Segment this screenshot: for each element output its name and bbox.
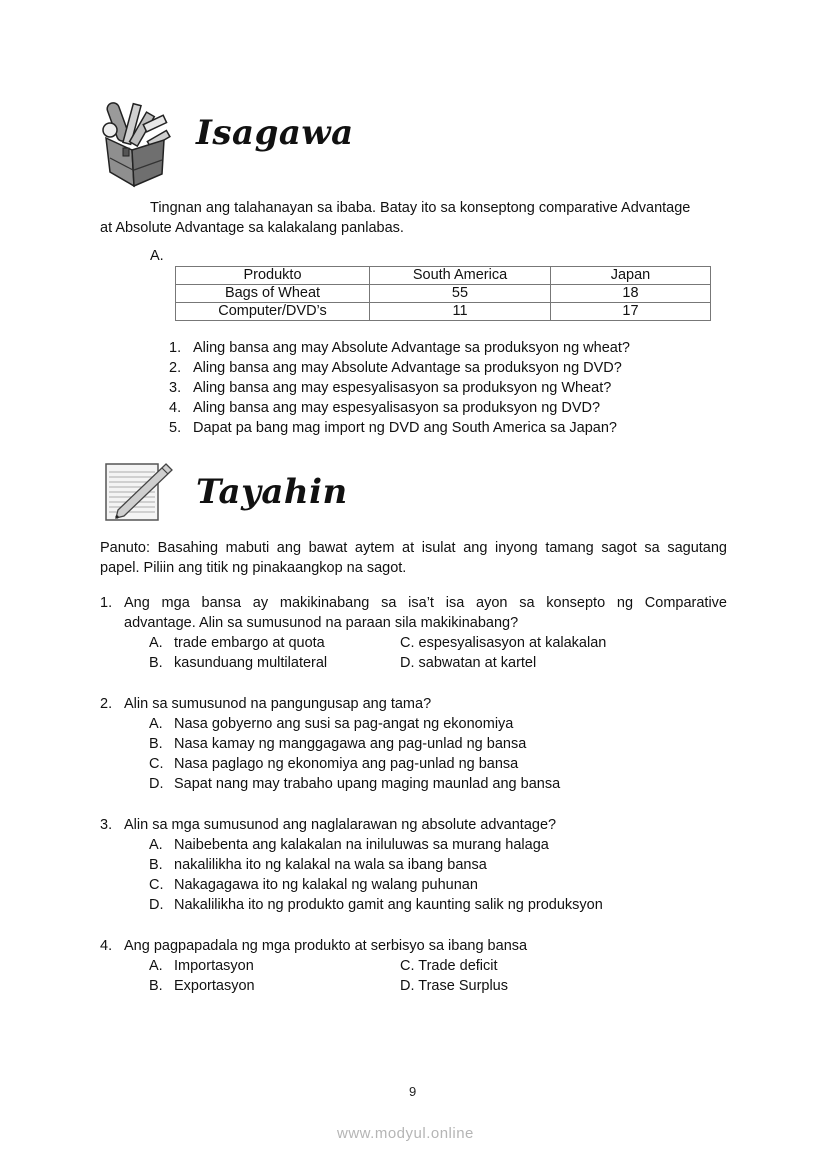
choice-text: kasunduang multilateral [174,655,328,671]
quiz-question-line1: Alin sa mga sumusunod ang naglalarawan ng absolute advantage? [124,817,557,833]
choice-letter: C. [149,877,164,893]
question-item [169,358,630,378]
choice-text: Naibebenta ang kalakalan na iniluluwas sa murang halaga [174,837,549,853]
choice-d[interactable] [400,976,508,996]
choice-text: Nasa gobyerno ang susi sa pag-angat ng ekonomiya [174,716,514,732]
pencil-paper-icon [104,460,176,522]
quiz-question-line2: advantage. Alin sa sumusunod na paraan sila makikinabang? [124,615,519,631]
quiz-item-number: 1. [100,595,113,611]
header-produkto: Produkto [176,267,370,285]
choice-letter: B. [149,978,163,994]
choice-a[interactable] [149,956,254,976]
question-item [169,338,630,358]
choice-a[interactable] [100,835,603,855]
header-japan: Japan [551,267,711,285]
choice-letter: A. [149,635,163,651]
quiz-item-2 [100,694,560,794]
question-item [169,398,630,418]
question-text: Aling bansa ang may Absolute Advantage sa produksyon ng DVD? [193,360,622,376]
instructions-line1: Panuto: Basahing mabuti ang bawat aytem at isulat ang inyong tamang sagot sa sagutang [100,540,727,556]
choice-text: Nasa kamay ng manggagawa ang pag-unlad ng bansa [174,736,527,752]
question-number: 3. [169,380,182,396]
quiz-question-line1: Ang mga bansa ay makikinabang sa isa’t isa ayon sa konsepto ng Comparative [124,595,727,611]
isagawa-intro-line2: at Absolute Advantage sa kalakalang panlabas. [100,220,404,236]
choice-b[interactable] [100,734,560,754]
choice-letter: B. [149,655,163,671]
quiz-item-number: 2. [100,696,113,712]
choice-d[interactable] [100,895,603,915]
choice-letter: C. [400,958,415,974]
table-row [176,303,711,321]
choice-b[interactable] [149,653,327,673]
question-item [169,418,630,438]
choice-letter: C. [149,756,164,772]
choice-c[interactable] [100,875,603,895]
table-label: A. [150,248,164,264]
choice-a[interactable] [149,633,325,653]
header-south-america: South America [370,267,551,285]
choice-letter: D. [149,897,164,913]
choice-text: nakalilikha ito ng kalakal na wala sa ibang bansa [174,857,487,873]
choice-letter: B. [149,857,163,873]
quiz-item-3 [100,815,603,915]
question-text: Aling bansa ang may Absolute Advantage sa produksyon ng wheat? [193,340,630,356]
choice-letter: B. [149,736,163,752]
quiz-question [100,593,727,613]
cell-south-america: 55 [370,285,551,303]
choice-letter: A. [149,716,163,732]
choice-letter: D. [400,655,415,671]
choice-letter: D. [400,978,415,994]
choice-b[interactable] [100,855,603,875]
cell-product: Computer/DVD’s [176,303,370,321]
question-number: 5. [169,420,182,436]
table-header-row [176,267,711,285]
choice-letter: A. [149,958,163,974]
choice-text: espesyalisasyon at kalakalan [418,635,607,651]
isagawa-intro-line1: Tingnan ang talahanayan sa ibaba. Batay ito sa konseptong comparative Advantage [150,200,691,216]
isagawa-question-list [169,338,630,438]
choice-text: Nakagagawa ito ng kalakal ng walang puhunan [174,877,478,893]
choice-text: Trase Surplus [418,978,508,994]
instructions-line2: papel. Piliin ang titik ng pinakaangkop na sagot. [100,560,407,576]
choice-d[interactable] [100,774,560,794]
quiz-item-1 [100,593,727,673]
tayahin-title: Tayahin [196,472,348,512]
quiz-item-4 [100,936,727,996]
comparative-advantage-table [175,266,711,321]
page-number: 9 [409,1084,417,1099]
choice-text: sabwatan at kartel [418,655,537,671]
question-text: Aling bansa ang may espesyalisasyon sa produksyon ng DVD? [193,400,601,416]
choice-text: trade embargo at quota [174,635,325,651]
choice-letter: C. [400,635,415,651]
choice-c[interactable] [400,633,606,653]
quiz-item-number: 4. [100,938,113,954]
question-item [169,378,630,398]
choice-text: Trade deficit [418,958,498,974]
isagawa-title: Isagawa [196,113,354,153]
quiz-question-line1: Alin sa sumusunod na pangungusap ang tama? [124,696,432,712]
question-number: 4. [169,400,182,416]
question-number: 1. [169,340,182,356]
question-number: 2. [169,360,182,376]
choice-text: Exportasyon [174,978,255,994]
choice-text: Sapat nang may trabaho upang maging maunlad ang bansa [174,776,561,792]
table-row [176,285,711,303]
cell-japan: 17 [551,303,711,321]
choice-letter: D. [149,776,164,792]
choice-letter: A. [149,837,163,853]
quiz-question [100,694,560,714]
cell-south-america: 11 [370,303,551,321]
choice-d[interactable] [400,653,536,673]
tayahin-instructions [100,538,727,578]
choice-text: Nasa paglago ng ekonomiya ang pag-unlad ng bansa [174,756,519,772]
choice-a[interactable] [100,714,560,734]
choice-text: Importasyon [174,958,254,974]
cell-japan: 18 [551,285,711,303]
quiz-question-line1: Ang pagpapadala ng mga produkto at serbisyo sa ibang bansa [124,938,528,954]
cell-product: Bags of Wheat [176,285,370,303]
question-text: Aling bansa ang may espesyalisasyon sa produksyon ng Wheat? [193,380,612,396]
watermark: www.modyul.online [337,1125,474,1142]
choice-c[interactable] [100,754,560,774]
quiz-item-number: 3. [100,817,113,833]
choice-c[interactable] [400,956,498,976]
question-text: Dapat pa bang mag import ng DVD ang South America sa Japan? [193,420,617,436]
quiz-question [100,936,727,956]
choice-b[interactable] [149,976,255,996]
quiz-question [100,815,603,835]
toolbox-icon [98,98,184,188]
choice-text: Nakalilikha ito ng produkto gamit ang kaunting salik ng produksyon [174,897,603,913]
